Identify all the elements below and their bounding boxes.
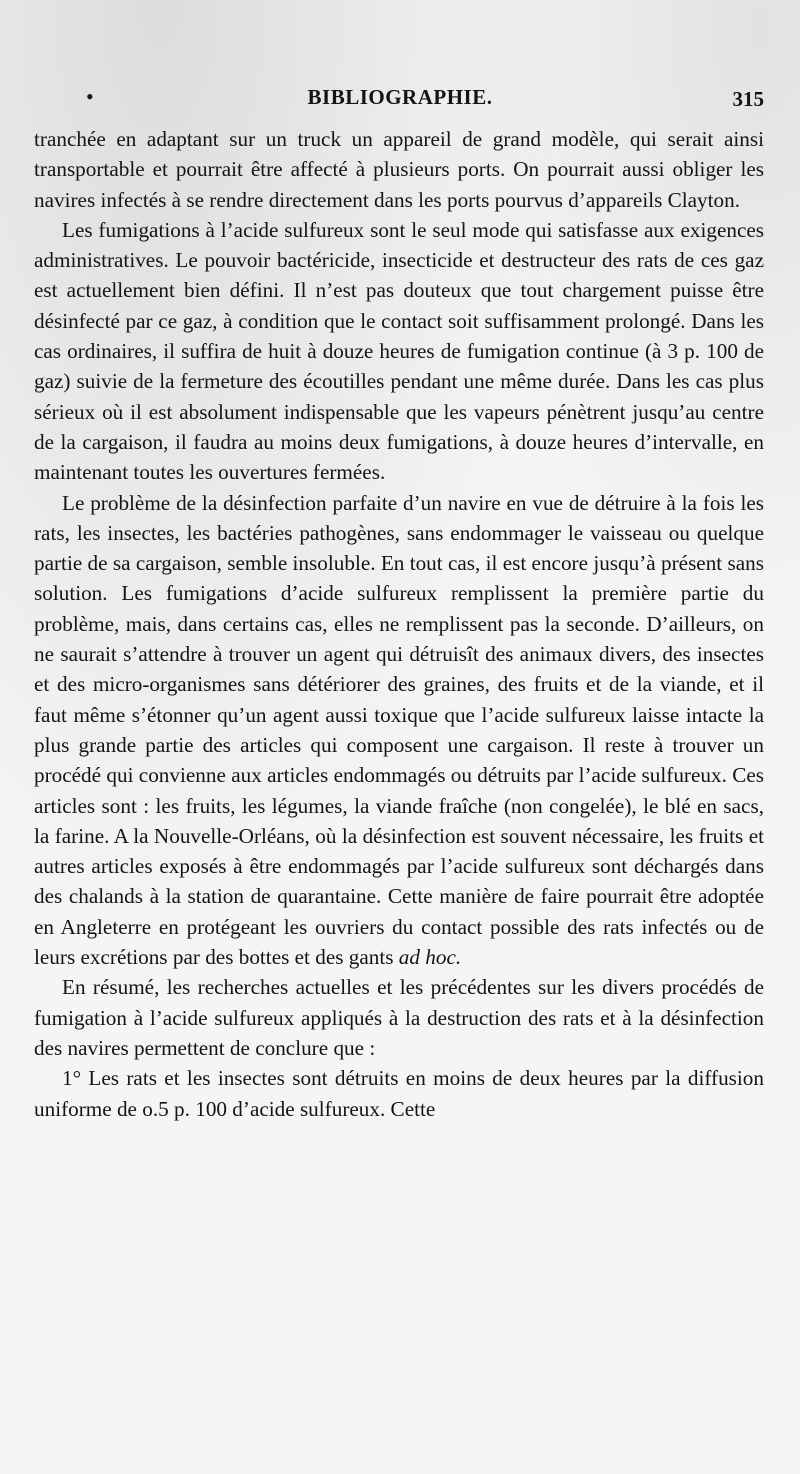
page-number: 315 (732, 87, 764, 111)
paragraph-3 (34, 488, 764, 973)
body-text (34, 124, 764, 1124)
paragraph-3-text: Le problème de la désinfection parfaite d’un navire en vue de détruire à la fois les rats, les insectes, les bactéries pathogènes, sans endommager le vaisseau ou quelque partie de sa cargaison, semble insoluble. En tout cas, il est encore jusqu’à présent sans solution. Les fumigations d’acide sulfureux remplissent la première partie du problème, mais, dans certains cas, elles ne remplissent pas la seconde. D’ailleurs, on ne saurait s’attendre à trouver un agent qui détruisît des animaux divers, des insectes et des micro-organismes sans détériorer des graines, des fruits et de la viande, et il faut même s’étonner qu’un agent aussi toxique que l’acide sulfureux laisse intacte la plus grande partie des articles qui composent une cargaison. Il reste à trouver un procédé qui convienne aux articles endommagés ou détruits par l’acide sulfureux. Ces articles sont : les fruits, les légumes, la viande fraîche (non congelée), le blé en sacs, la farine. A la Nouvelle-Orléans, où la désinfection est souvent nécessaire, les fruits et autres articles exposés à être endommagés par l’acide sulfureux sont déchargés dans des chalands à la station de quarantaine. Cette manière de faire pourrait être adoptée en Angleterre en protégeant les ouvriers du contact possible des rats infectés ou de leurs excrétions par des bottes et des gants (34, 490, 764, 970)
header-bullet: • (86, 84, 94, 109)
paragraph-2: Les fumigations à l’acide sulfureux sont le seul mode qui satisfasse aux exigences administratives. Le pouvoir bactéricide, insecticide et destructeur des rats de ces gaz est actuellement bien défini. Il n’est pas douteux que tout chargement puisse être désinfecté par ce gaz, à condition que le contact soit suffisamment prolongé. Dans les cas ordinaires, il suffira de huit à douze heures de fumigation continue (à 3 p. 100 de gaz) suivie de la fermeture des écoutilles pendant une même durée. Dans les cas plus sérieux où il est absolument indispensable que les vapeurs pénètrent jusqu’au centre de la cargaison, il faudra au moins deux fumigations, à douze heures d’intervalle, en maintenant toutes les ouvertures fermées. (34, 217, 764, 485)
running-head: BIBLIOGRAPHIE. (307, 85, 493, 109)
page-header (36, 82, 764, 112)
paragraph-3-italic: ad hoc. (398, 945, 462, 970)
paragraph-1: tranchée en adaptant sur un truck un appareil de grand modèle, qui serait ainsi transportable et pourrait être affecté à plusieurs ports. On pourrait aussi obliger les navires infectés à se rendre directement dans les ports pourvus d’appareils Clayton. (34, 127, 764, 212)
paragraph-5: 1° Les rats et les insectes sont détruits en moins de deux heures par la diffusion uniforme de o.5 p. 100 d’acide sulfureux. Cette (34, 1066, 764, 1121)
paragraph-4: En résumé, les recherches actuelles et les précédentes sur les divers procédés de fumigation à l’acide sulfureux appliqués à la destruction des rats et à la désinfection des navires permettent de conclure que : (34, 975, 764, 1060)
